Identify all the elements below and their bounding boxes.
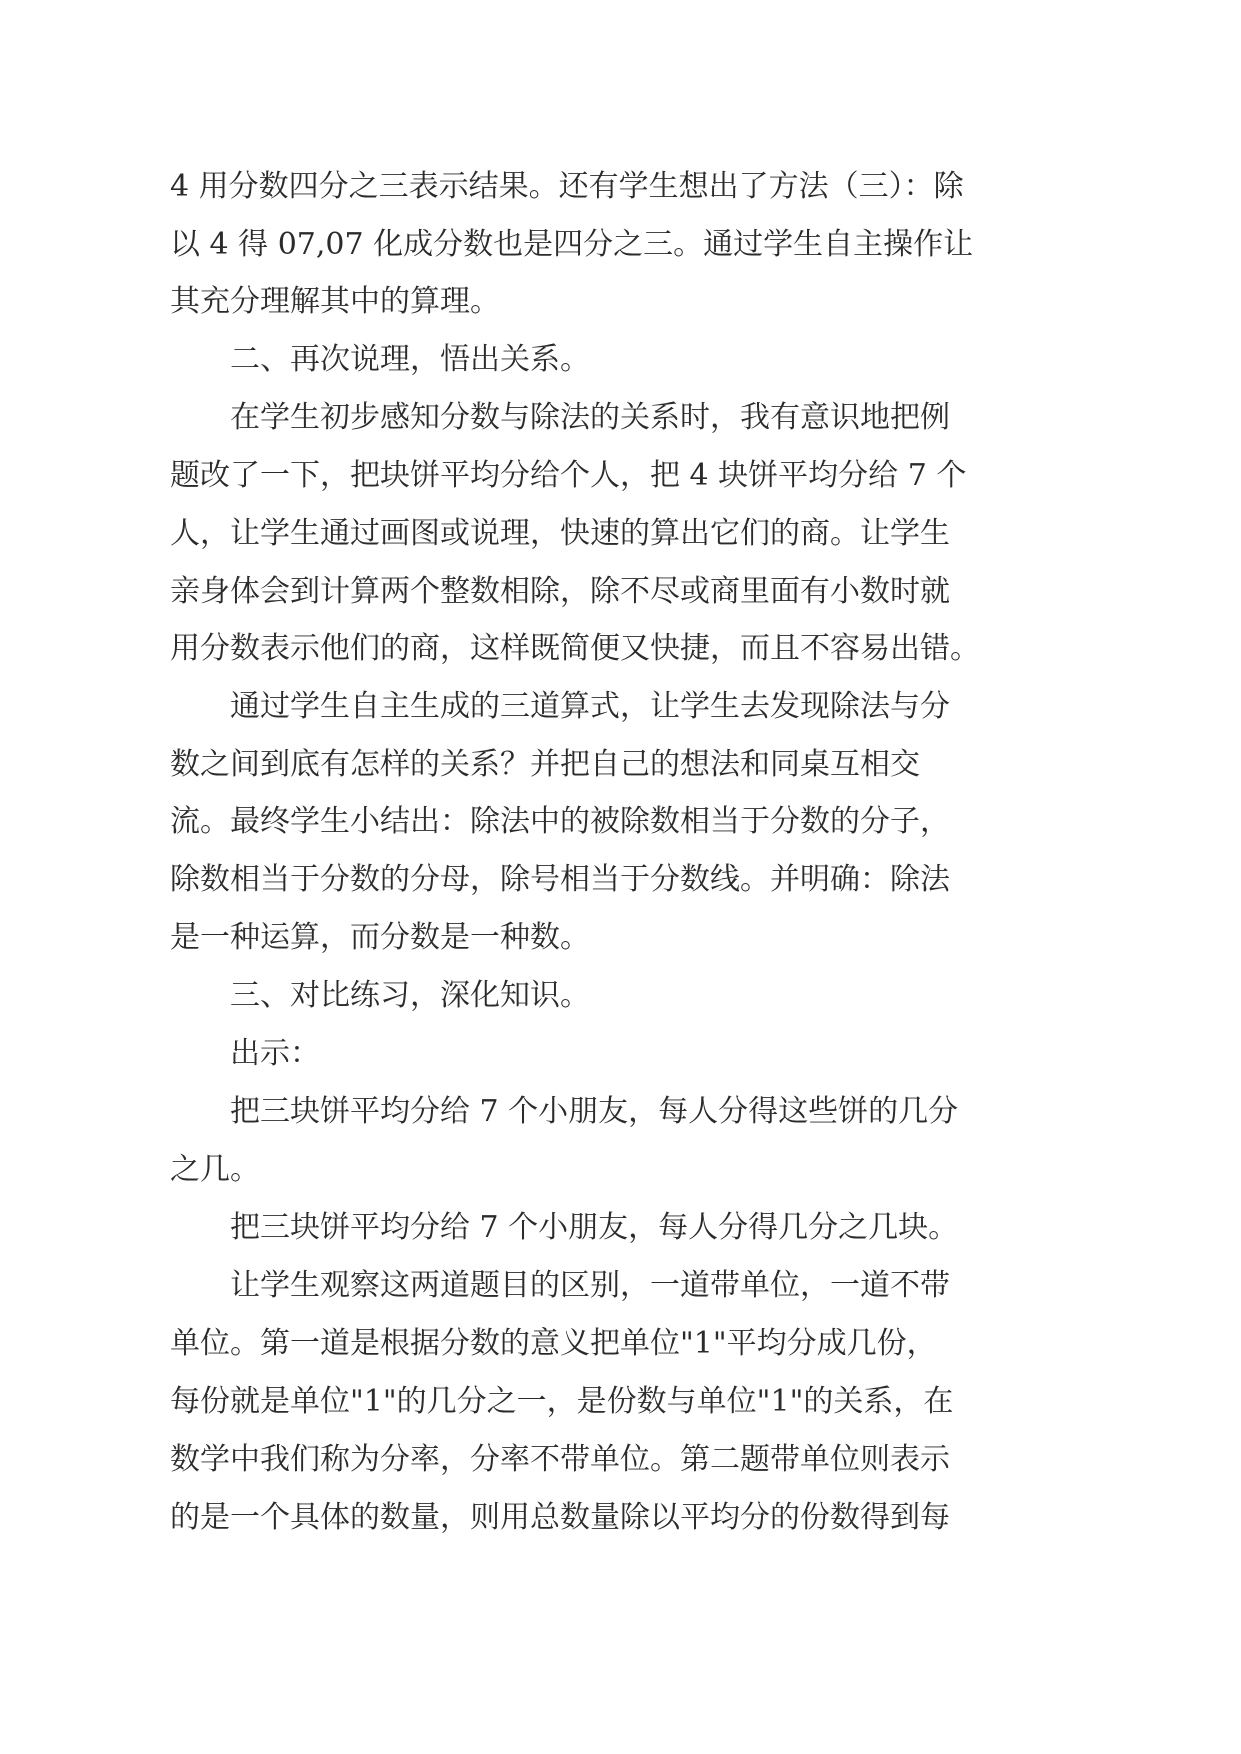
text-line: 4 用分数四分之三表示结果。还有学生想出了方法（三）：除 <box>170 169 964 204</box>
text-line: 让学生观察这两道题目的区别，一道带单位，一道不带 <box>230 1268 950 1303</box>
text-line: 数之间到底有怎样的关系？并把自己的想法和同桌互相交 <box>170 747 920 782</box>
text-line: 用分数表示他们的商，这样既简便又快捷，而且不容易出错。 <box>170 631 980 666</box>
text-line: 在学生初步感知分数与除法的关系时，我有意识地把例 <box>230 400 950 435</box>
text-line: 单位。第一道是根据分数的意义把单位"1"平均分成几份， <box>170 1326 937 1361</box>
text-line: 亲身体会到计算两个整数相除，除不尽或商里面有小数时就 <box>170 574 950 609</box>
text-line: 数学中我们称为分率，分率不带单位。第二题带单位则表示 <box>170 1442 950 1477</box>
text-line: 人，让学生通过画图或说理，快速的算出它们的商。让学生 <box>170 516 950 551</box>
text-line: 每份就是单位"1"的几分之一，是份数与单位"1"的关系，在 <box>170 1384 954 1419</box>
text-line: 其充分理解其中的算理。 <box>170 284 500 319</box>
text-line: 出示： <box>230 1036 320 1071</box>
text-line: 通过学生自主生成的三道算式，让学生去发现除法与分 <box>230 689 950 724</box>
text-line: 除数相当于分数的分母，除号相当于分数线。并明确：除法 <box>170 862 950 897</box>
section-heading: 二、再次说理，悟出关系。 <box>230 342 590 377</box>
text-line: 之几。 <box>170 1152 260 1187</box>
text-line: 是一种运算，而分数是一种数。 <box>170 920 590 955</box>
text-line: 流。最终学生小结出：除法中的被除数相当于分数的分子， <box>170 804 950 839</box>
section-heading: 三、对比练习，深化知识。 <box>230 978 590 1013</box>
text-line: 把三块饼平均分给 7 个小朋友，每人分得这些饼的几分 <box>230 1094 959 1129</box>
text-line: 以 4 得 07,07 化成分数也是四分之三。通过学生自主操作让 <box>170 227 974 262</box>
text-line: 题改了一下，把块饼平均分给个人，把 4 块饼平均分给 7 个 <box>170 458 967 493</box>
text-line: 把三块饼平均分给 7 个小朋友，每人分得几分之几块。 <box>230 1210 959 1245</box>
text-line: 的是一个具体的数量，则用总数量除以平均分的份数得到每 <box>170 1500 950 1535</box>
